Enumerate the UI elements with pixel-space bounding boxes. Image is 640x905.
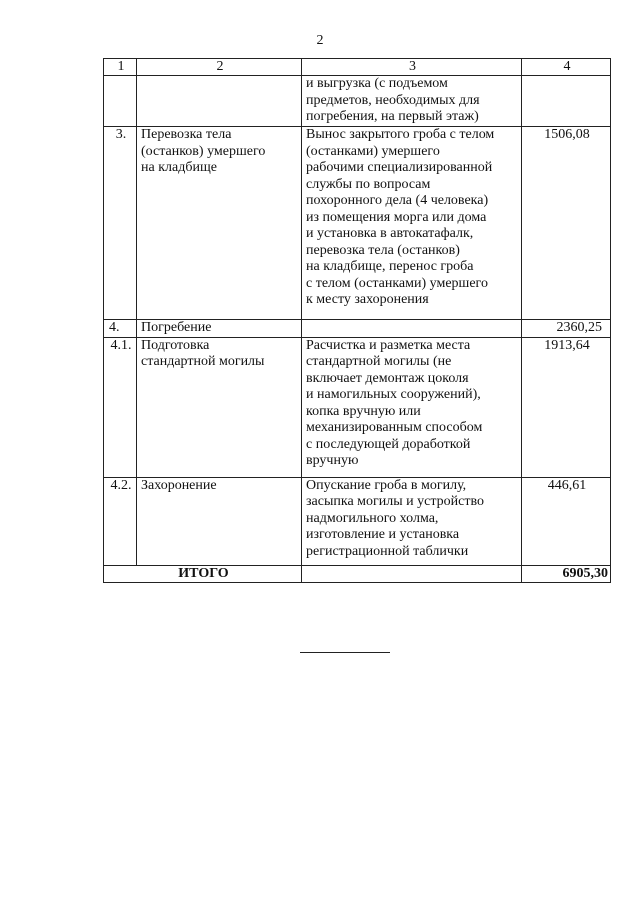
column-header-3: 3 xyxy=(302,59,522,76)
service-name: Захоронение xyxy=(141,477,217,493)
row-number-cell xyxy=(104,76,137,127)
continuation-text: и выгрузка (с подъемом предметов, необходимых для погребения, на первый этаж) xyxy=(306,76,480,124)
service-description-cell xyxy=(302,76,522,127)
service-name: Погребение xyxy=(141,320,212,335)
service-name-cell xyxy=(137,477,302,565)
row-number-cell: 4.2. xyxy=(104,477,137,565)
services-cost-table xyxy=(103,58,611,583)
page-number: 2 xyxy=(316,33,324,48)
document-end-rule xyxy=(300,652,390,653)
service-cost-cell xyxy=(522,76,611,127)
service-name: Перевозка тела (останков) умершего на кладбище xyxy=(141,127,266,175)
service-description-cell xyxy=(302,127,522,320)
service-name-cell xyxy=(137,320,302,338)
service-description: Вынос закрытого гроба с телом (останками) умершего рабочими специализированной службы по вопросам похоронного дела (4 человека) из помещения морга или дома и установка в автокатафалк, перевозка тела (останков) на кладбище, перенос гроба с телом (останками) умершего к месту захоронения xyxy=(306,127,495,307)
service-description-cell xyxy=(302,337,522,477)
service-description: Опускание гроба в могилу, засыпка могилы и устройство надмогильного холма, изготовление и установка регистрационной таблички xyxy=(306,477,484,559)
service-cost-cell: 446,61 xyxy=(522,477,611,565)
service-name: Подготовка стандартной могилы xyxy=(141,337,265,369)
service-name-cell xyxy=(137,337,302,477)
service-name-cell xyxy=(137,127,302,320)
total-row xyxy=(104,565,611,583)
continuation-row xyxy=(104,76,611,127)
row-number-cell: 3. xyxy=(104,127,137,320)
total-value: 6905,30 xyxy=(522,565,611,583)
total-empty-cell xyxy=(302,565,522,583)
service-cost-cell: 2360,25 xyxy=(522,320,611,338)
table-row xyxy=(104,337,611,477)
column-header-2: 2 xyxy=(137,59,302,76)
service-description-cell xyxy=(302,320,522,338)
table-row xyxy=(104,127,611,320)
service-cost-cell: 1913,64 xyxy=(522,337,611,477)
table-row xyxy=(104,320,611,338)
table-row xyxy=(104,477,611,565)
column-header-4: 4 xyxy=(522,59,611,76)
service-description-cell xyxy=(302,477,522,565)
service-description: Расчистка и разметка места стандартной могилы (не включает демонтаж цоколя и намогильных сооружений), копка вручную или механизированным способом с последующей доработкой вручную xyxy=(306,337,483,468)
service-cost-cell: 1506,08 xyxy=(522,127,611,320)
column-header-1: 1 xyxy=(104,59,137,76)
total-label: ИТОГО xyxy=(104,565,302,583)
row-number-cell: 4. xyxy=(104,320,137,338)
service-name-cell xyxy=(137,76,302,127)
column-number-row xyxy=(104,59,611,76)
row-number-cell: 4.1. xyxy=(104,337,137,477)
